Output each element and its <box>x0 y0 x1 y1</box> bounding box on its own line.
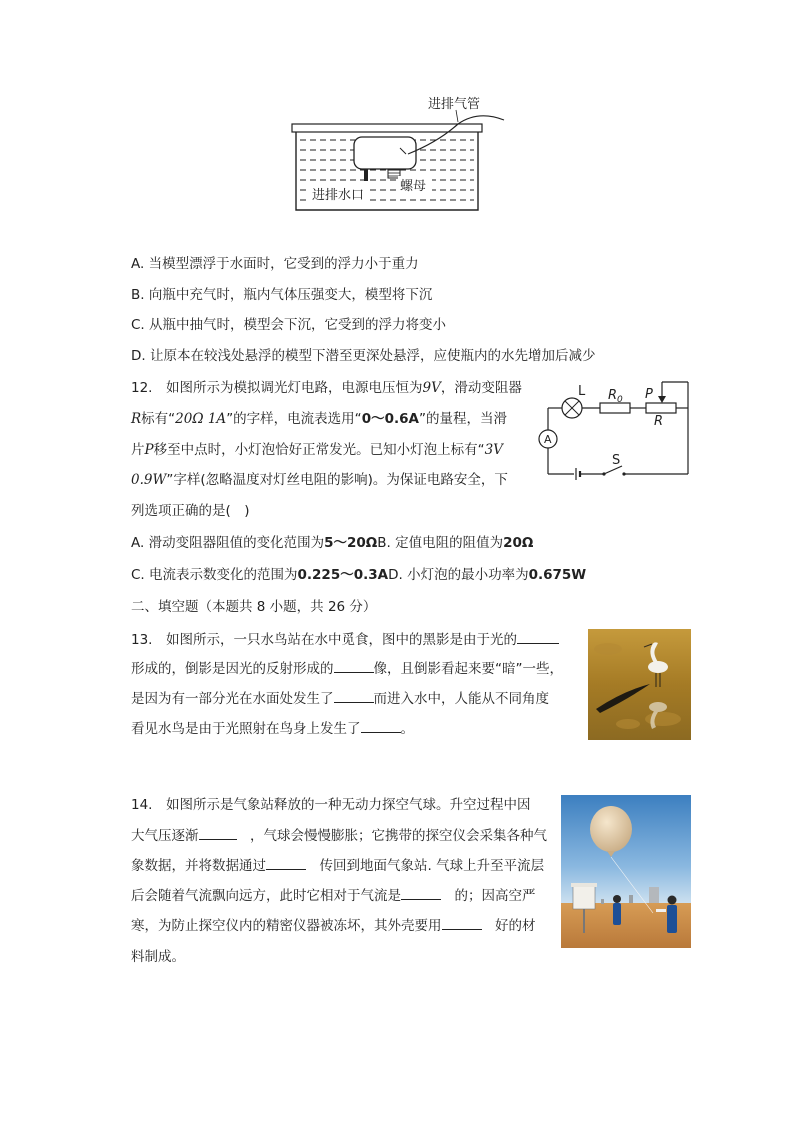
pipe-label: 进排气管 <box>428 97 481 112</box>
fixed-resistor-label: $R_0$ <box>608 388 623 405</box>
q11-option-b: B. 向瓶中充气时，瓶内气体压强变大，模型将下沉 <box>131 287 433 303</box>
section-title: 二、填空题（本题共 8 小题，共 26 分） <box>131 599 377 615</box>
q14-line-4: 后会随着气流飘向远方，此时它相对于气流是 的；因高空严 <box>131 885 536 906</box>
rheostat-symbol <box>646 403 676 413</box>
q12-line-3: 片P移至中点时，小灯泡恰好正常发光。已知小灯泡上标有“3V <box>131 442 503 458</box>
q12-line-1: 12. 如图所示为模拟调光灯电路，电源电压恒为9V，滑动变阻器 <box>131 380 522 396</box>
q11-option-d: D. 让原本在较浅处悬浮的模型下潜至更深处悬浮，应使瓶内的水先增加后减少 <box>131 348 596 364</box>
weather-balloon-photo <box>561 795 691 948</box>
heron-photo <box>588 629 691 740</box>
q13-line-3: 是因为有一部分光在水面处发生了 而进入水中，人能从不同角度 <box>131 688 549 709</box>
q14-line-3: 象数据，并将数据通过 传回到地面气象站. 气球上升至平流层 <box>131 855 544 876</box>
q12-line-5: 列选项正确的是( ) <box>131 503 250 519</box>
fixed-resistor-symbol <box>600 403 630 413</box>
q12-line-2: R标有“20Ω 1A”的字样，电流表选用“0～0.6A”的量程，当滑 <box>131 411 507 427</box>
q13-line-2: 形成的，倒影是因光的反射形成的 像，且倒影看起来要“暗”一些， <box>131 658 563 679</box>
q12-option-ab: A. 滑动变阻器阻值的变化范围为5～20ΩB. 定值电阻的阻值为20Ω <box>131 535 534 551</box>
q12-line-4: 0.9W”字样(忽略温度对灯丝电阻的影响)。为保证电路安全，下 <box>131 472 508 488</box>
lamp-label: L <box>578 384 586 399</box>
slider-arrow-icon <box>658 396 666 403</box>
inlet-label: 进排水口 <box>312 188 365 203</box>
nut-label: 螺母 <box>400 179 427 194</box>
q11-option-a: A. 当模型漂浮于水面时，它受到的浮力小于重力 <box>131 256 419 272</box>
ammeter-label: A <box>544 433 552 446</box>
q14-line-2: 大气压逐渐 ，气球会慢慢膨胀；它携带的探空仪会采集各种气 <box>131 825 547 846</box>
switch-label: S <box>612 453 621 468</box>
submarine-model-figure <box>288 92 518 222</box>
q14-line-5: 寒，为防止探空仪内的精密仪器被冻坏，其外壳要用 好的材 <box>131 915 536 936</box>
q12-option-cd: C. 电流表示数变化的范围为0.225～0.3AD. 小灯泡的最小功率为0.675W <box>131 567 587 583</box>
q13-line-1: 13. 如图所示，一只水鸟站在水中觅食，图中的黑影是由于光的 <box>131 629 559 650</box>
circuit-diagram <box>534 378 694 480</box>
q14-line-6: 料制成。 <box>131 949 185 965</box>
q13-line-4: 看见水鸟是由于光照射在鸟身上发生了 。 <box>131 718 414 739</box>
slider-label: P <box>645 387 653 402</box>
rheostat-label: R <box>654 414 664 429</box>
lamp-symbol <box>562 398 582 418</box>
q14-line-1: 14. 如图所示是气象站释放的一种无动力探空气球。升空过程中因 <box>131 797 531 813</box>
q11-option-c: C. 从瓶中抽气时，模型会下沉，它受到的浮力将变小 <box>131 317 447 333</box>
